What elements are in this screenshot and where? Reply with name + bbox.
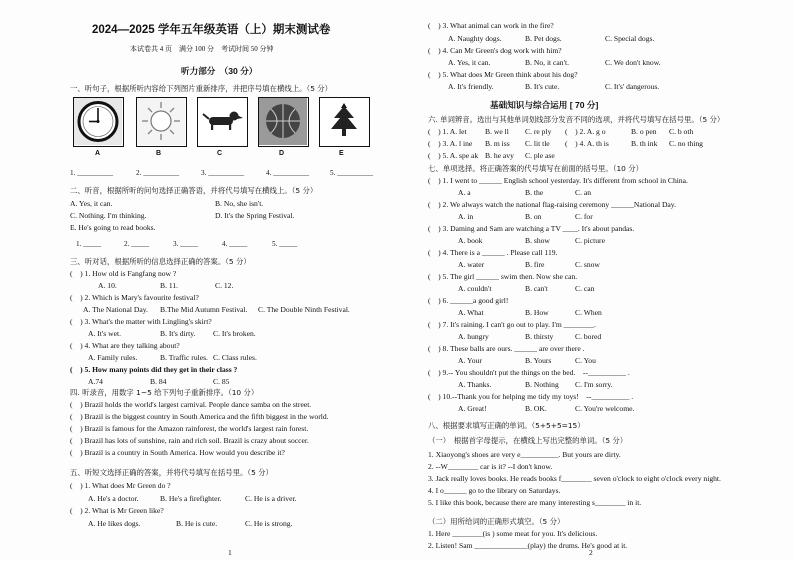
s8-item-3: 3. Jack really loves books. He reads books f________ seven o'clock to eight o'clock every night. <box>428 474 721 483</box>
s6-q3-c: C. lit tle <box>525 139 550 148</box>
s7-q9-b: B. Nothing <box>525 380 559 389</box>
r5-q3: ( ) 3. What animal can work in the fire? <box>428 21 554 30</box>
s2-blank-4[interactable]: 4. _____ <box>222 240 248 248</box>
clock-icon <box>74 98 122 145</box>
s1-blank-3[interactable]: 3. __________ <box>201 169 245 177</box>
tree-picture <box>319 97 370 147</box>
s6-q1-b: B. we ll <box>485 127 509 136</box>
s6-q3-b: B. m iss <box>485 139 510 148</box>
picture-label-a: A <box>95 150 101 157</box>
s5-q1-c: C. He is a driver. <box>245 494 297 503</box>
s3-q2: ( ) 2. Which is Mary's favourite festival? <box>70 293 199 302</box>
s7-q8: ( ) 8. These balls are ours. ______ are over there . <box>428 344 585 353</box>
s6-q4-a: ( ) 4. A. th is <box>565 139 609 148</box>
s7-q2: ( ) 2. We always watch the national flag-raising ceremony ______National Day. <box>428 200 677 209</box>
s3-q5: ( ) 5. How many points did they get in their class ? <box>70 365 238 374</box>
s2-option-d: D. It's the Spring Festival. <box>215 211 295 220</box>
s7-q4-a: A. water <box>458 260 485 269</box>
s2-blank-1[interactable]: 1. _____ <box>76 240 102 248</box>
s8-item-2: 2. --W________ car is it? --I don't know. <box>428 462 553 471</box>
part-2-heading: 基础知识与综合运用 [ 70 分] <box>490 100 599 110</box>
s1-blank-2[interactable]: 2. __________ <box>136 169 180 177</box>
s7-q6-c: C. When <box>575 308 602 317</box>
s7-q4-b: B. fire <box>525 260 545 269</box>
s7-q1-c: C. an <box>575 188 592 197</box>
s3-q4-a: A. Family rules. <box>88 353 138 362</box>
s2-option-b: B. No, she isn't. <box>215 199 264 208</box>
s7-q6-b: B. How <box>525 308 549 317</box>
r5-q5-b: B. It's cute. <box>525 82 560 91</box>
section-4-heading: 四. 听录音，用数字 1~5 给下列句子重新排序。（10 分） <box>70 388 259 397</box>
s5-q2-b: B. He is cute. <box>176 519 218 528</box>
clock-picture <box>73 97 124 147</box>
exam-info: 本试卷共 4 页 满分 100 分 考试时间 50 分钟 <box>130 45 274 53</box>
s6-q2-a: ( ) 2. A. g o <box>565 127 606 136</box>
r5-q3-c: C. Special dogs. <box>605 34 655 43</box>
basketball-icon <box>259 98 307 145</box>
s7-q9: ( ) 9.-- You shouldn't put the things on the bed. --__________ . <box>428 368 630 377</box>
s2-blank-5[interactable]: 5. _____ <box>272 240 298 248</box>
s2-option-e: E. He's going to read books. <box>70 223 156 232</box>
s3-q3-a: A. It's wet. <box>88 329 122 338</box>
s7-q5: ( ) 5. The girl ______ swim then. Now she can. <box>428 272 578 281</box>
r5-q5-a: A. It's friendly. <box>448 82 494 91</box>
s7-q3-c: C. picture <box>575 236 605 245</box>
s6-q1-c: C. re ply <box>525 127 552 136</box>
s7-q3-b: B. show <box>525 236 550 245</box>
s7-q10-b: B. OK. <box>525 404 547 413</box>
s4-item-1: ( ) Brazil holds the world's largest carnival. People dance samba on the street. <box>70 400 312 409</box>
s7-q7: ( ) 7. It's raining. I can't go out to play. I'm ________. <box>428 320 596 329</box>
page-number-1: 1 <box>228 548 232 557</box>
s7-q1: ( ) 1. I went to ______ English school yesterday. It's different from school in China. <box>428 176 688 185</box>
section-8-part-2-heading: （二）用所给词的正确形式填空。（5 分） <box>428 517 565 526</box>
s6-q5-a: ( ) 5. A. spe ak <box>428 151 479 160</box>
dachshund-icon <box>198 98 246 145</box>
r5-q4-c: C. We don't know. <box>605 58 661 67</box>
s8-item-4: 4. I o______ go to the library on Saturdays. <box>428 486 561 495</box>
s3-q2-a: A. The National Day. <box>83 305 148 314</box>
s2-option-c: C. Nothing. I'm thinking. <box>70 211 147 220</box>
s5-q1-b: B. He's a firefighter. <box>160 494 222 503</box>
section-5-heading: 五、听短文选择正确的答案，并将代号填写在括号里。（5 分） <box>70 468 273 477</box>
s3-q1: ( ) 1. How old is Fangfang now ? <box>70 269 177 278</box>
s3-q1-b: B. 11. <box>160 281 179 290</box>
s4-item-4: ( ) Brazil has lots of sunshine, rain and rich soil. Brazil is crazy about soccer. <box>70 436 309 445</box>
s8b-item-2: 2. Listen! Sam ______________(play) the drums. He's good at it. <box>428 541 628 550</box>
r5-q3-a: A. Naughty dogs. <box>448 34 502 43</box>
picture-label-c: C <box>217 150 223 157</box>
s8-item-1: 1. Xiaoyong's shoes are very e__________. But yours are dirty. <box>428 450 621 459</box>
s7-q7-b: B. thirsty <box>525 332 554 341</box>
s6-q4-b: B. th ink <box>631 139 658 148</box>
s7-q1-b: B. the <box>525 188 544 197</box>
section-7-heading: 七、单项选择。将正确答案的代号填写在前面的括号里。（10 分） <box>428 164 643 173</box>
r5-q5-c: C. It's' dangerous. <box>605 82 660 91</box>
s5-q1: ( ) 1. What does Mr Green do ? <box>70 481 171 490</box>
s3-q5-a: A.74 <box>88 377 103 386</box>
s7-q8-b: B. Yours <box>525 356 552 365</box>
s6-q1-a: ( ) 1. A. let <box>428 127 467 136</box>
s7-q3: ( ) 3. Daming and Sam are watching a TV ____. It's about pandas. <box>428 224 635 233</box>
s1-blank-1[interactable]: 1. __________ <box>70 169 114 177</box>
s3-q3-b: B. It's dirty. <box>160 329 196 338</box>
s7-q7-c: C. bored <box>575 332 602 341</box>
s3-q1-a: A. 10. <box>98 281 117 290</box>
picture-label-d: D <box>279 150 285 157</box>
s2-option-a: A. Yes, it can. <box>70 199 113 208</box>
s3-q2-b: B.The Mid Autumn Festival. <box>160 305 248 314</box>
section-8-part-1-heading: （一） 根据首字母提示，在横线上写出完整的单词。（5 分） <box>428 436 628 445</box>
s7-q6-a: A. What <box>458 308 484 317</box>
s3-q4-b: B. Traffic rules. <box>160 353 208 362</box>
s7-q10: ( ) 10.--Thank you for helping me tidy my toys! --__________ . <box>428 392 634 401</box>
s5-q2-c: C. He is strong. <box>245 519 293 528</box>
s6-q2-c: C. b oth <box>669 127 694 136</box>
r5-q5: ( ) 5. What does Mr Green think about his dog? <box>428 70 578 79</box>
s3-q3-c: C. It's broken. <box>213 329 256 338</box>
s6-q3-a: ( ) 3. A. l ine <box>428 139 473 148</box>
picture-label-e: E <box>339 150 344 157</box>
s7-q4: ( ) 4. There is a ______ . Please call 119. <box>428 248 558 257</box>
listening-heading: 听力部分 （30 分） <box>181 66 258 76</box>
r5-q4-a: A. Yes, it can. <box>448 58 491 67</box>
s7-q6: ( ) 6. ______a good girl! <box>428 296 509 305</box>
s6-q4-c: C. no thing <box>669 139 703 148</box>
s7-q1-a: A. a <box>458 188 471 197</box>
s5-q1-a: A. He's a doctor. <box>88 494 139 503</box>
s7-q8-c: C. You <box>575 356 596 365</box>
s6-q5-b: B. he avy <box>485 151 514 160</box>
s7-q9-c: C. I'm sorry. <box>575 380 613 389</box>
s3-q2-c: C. The Double Ninth Festival. <box>258 305 350 314</box>
s4-item-3: ( ) Brazil is famous for the Amazon rainforest, the world's largest rain forest. <box>70 424 309 433</box>
s3-q3: ( ) 3. What's the matter with Lingling's skirt? <box>70 317 212 326</box>
r5-q4-b: B. No, it can't. <box>525 58 569 67</box>
s4-item-5: ( ) Brazil is a country in South America. How would you describe it? <box>70 448 285 457</box>
s7-q3-a: A. book <box>458 236 483 245</box>
s7-q5-c: C. can <box>575 284 595 293</box>
s7-q10-c: C. You're welcome. <box>575 404 635 413</box>
sun-icon <box>137 98 185 145</box>
s8b-item-1: 1. Here ________(is ) some meat for you. It's delicious. <box>428 529 598 538</box>
s7-q2-c: C. for <box>575 212 593 221</box>
christmas-tree-icon <box>320 98 368 145</box>
s3-q5-b: B. 84 <box>150 377 167 386</box>
s7-q2-b: B. on <box>525 212 542 221</box>
s7-q2-a: A. in <box>458 212 474 221</box>
s2-blank-2[interactable]: 2. _____ <box>124 240 150 248</box>
s5-q2-a: A. He likes dogs. <box>88 519 141 528</box>
s4-item-2: ( ) Brazil is the biggest country in South America and the fifth biggest in the world. <box>70 412 329 421</box>
s7-q9-a: A. Thanks. <box>458 380 492 389</box>
s5-q2: ( ) 2. What is Mr Green like? <box>70 506 164 515</box>
s7-q8-a: A. Your <box>458 356 482 365</box>
dog-picture <box>197 97 248 147</box>
r5-q3-b: B. Pet dogs. <box>525 34 562 43</box>
ball-picture <box>258 97 309 147</box>
s7-q7-a: A. hungry <box>458 332 489 341</box>
s2-blank-3[interactable]: 3. _____ <box>173 240 199 248</box>
picture-label-b: B <box>156 150 162 157</box>
r5-q4: ( ) 4. Can Mr Green's dog work with him? <box>428 46 562 55</box>
s8-item-5: 5. I like this book, because there are many interesting s________ in it. <box>428 498 642 507</box>
section-1-heading: 一、听句子，根据所听内容给下列图片重新排序，并把序号填在横线上。（5 分） <box>70 84 333 93</box>
s3-q5-c: C. 85 <box>213 377 230 386</box>
exam-title: 2024—2025 学年五年级英语（上）期末测试卷 <box>92 24 331 36</box>
section-6-heading: 六. 单词辨音。选出与其他单词划线部分发音不同的选项，并将代号填写在括号里。（5 分） <box>428 115 725 124</box>
s7-q4-c: C. snow <box>575 260 600 269</box>
s7-q5-b: B. can't <box>525 284 548 293</box>
s3-q4-c: C. Class rules. <box>213 353 257 362</box>
s6-q2-b: B. o pen <box>631 127 657 136</box>
section-3-heading: 三、听对话，根据所听的信息选择正确的答案。（5 分） <box>70 257 251 266</box>
page-number-2: 2 <box>589 548 593 557</box>
s3-q1-c: C. 12. <box>215 281 234 290</box>
s1-blank-4[interactable]: 4. __________ <box>266 169 310 177</box>
s1-blank-5[interactable]: 5. __________ <box>330 169 374 177</box>
s3-q4: ( ) 4. What are they talking about? <box>70 341 180 350</box>
s6-q5-c: C. ple ase <box>525 151 555 160</box>
s7-q10-a: A. Great! <box>458 404 487 413</box>
section-8-heading: 八、根据要求填写正确的单词。（5+5+5=15） <box>428 421 585 430</box>
section-2-heading: 二、听音，根据所听的问句选择正确答语，并将代号填写在横线上。（5 分） <box>70 186 318 195</box>
s7-q5-a: A. couldn't <box>458 284 492 293</box>
right-page <box>397 0 794 561</box>
sun-picture <box>136 97 187 147</box>
